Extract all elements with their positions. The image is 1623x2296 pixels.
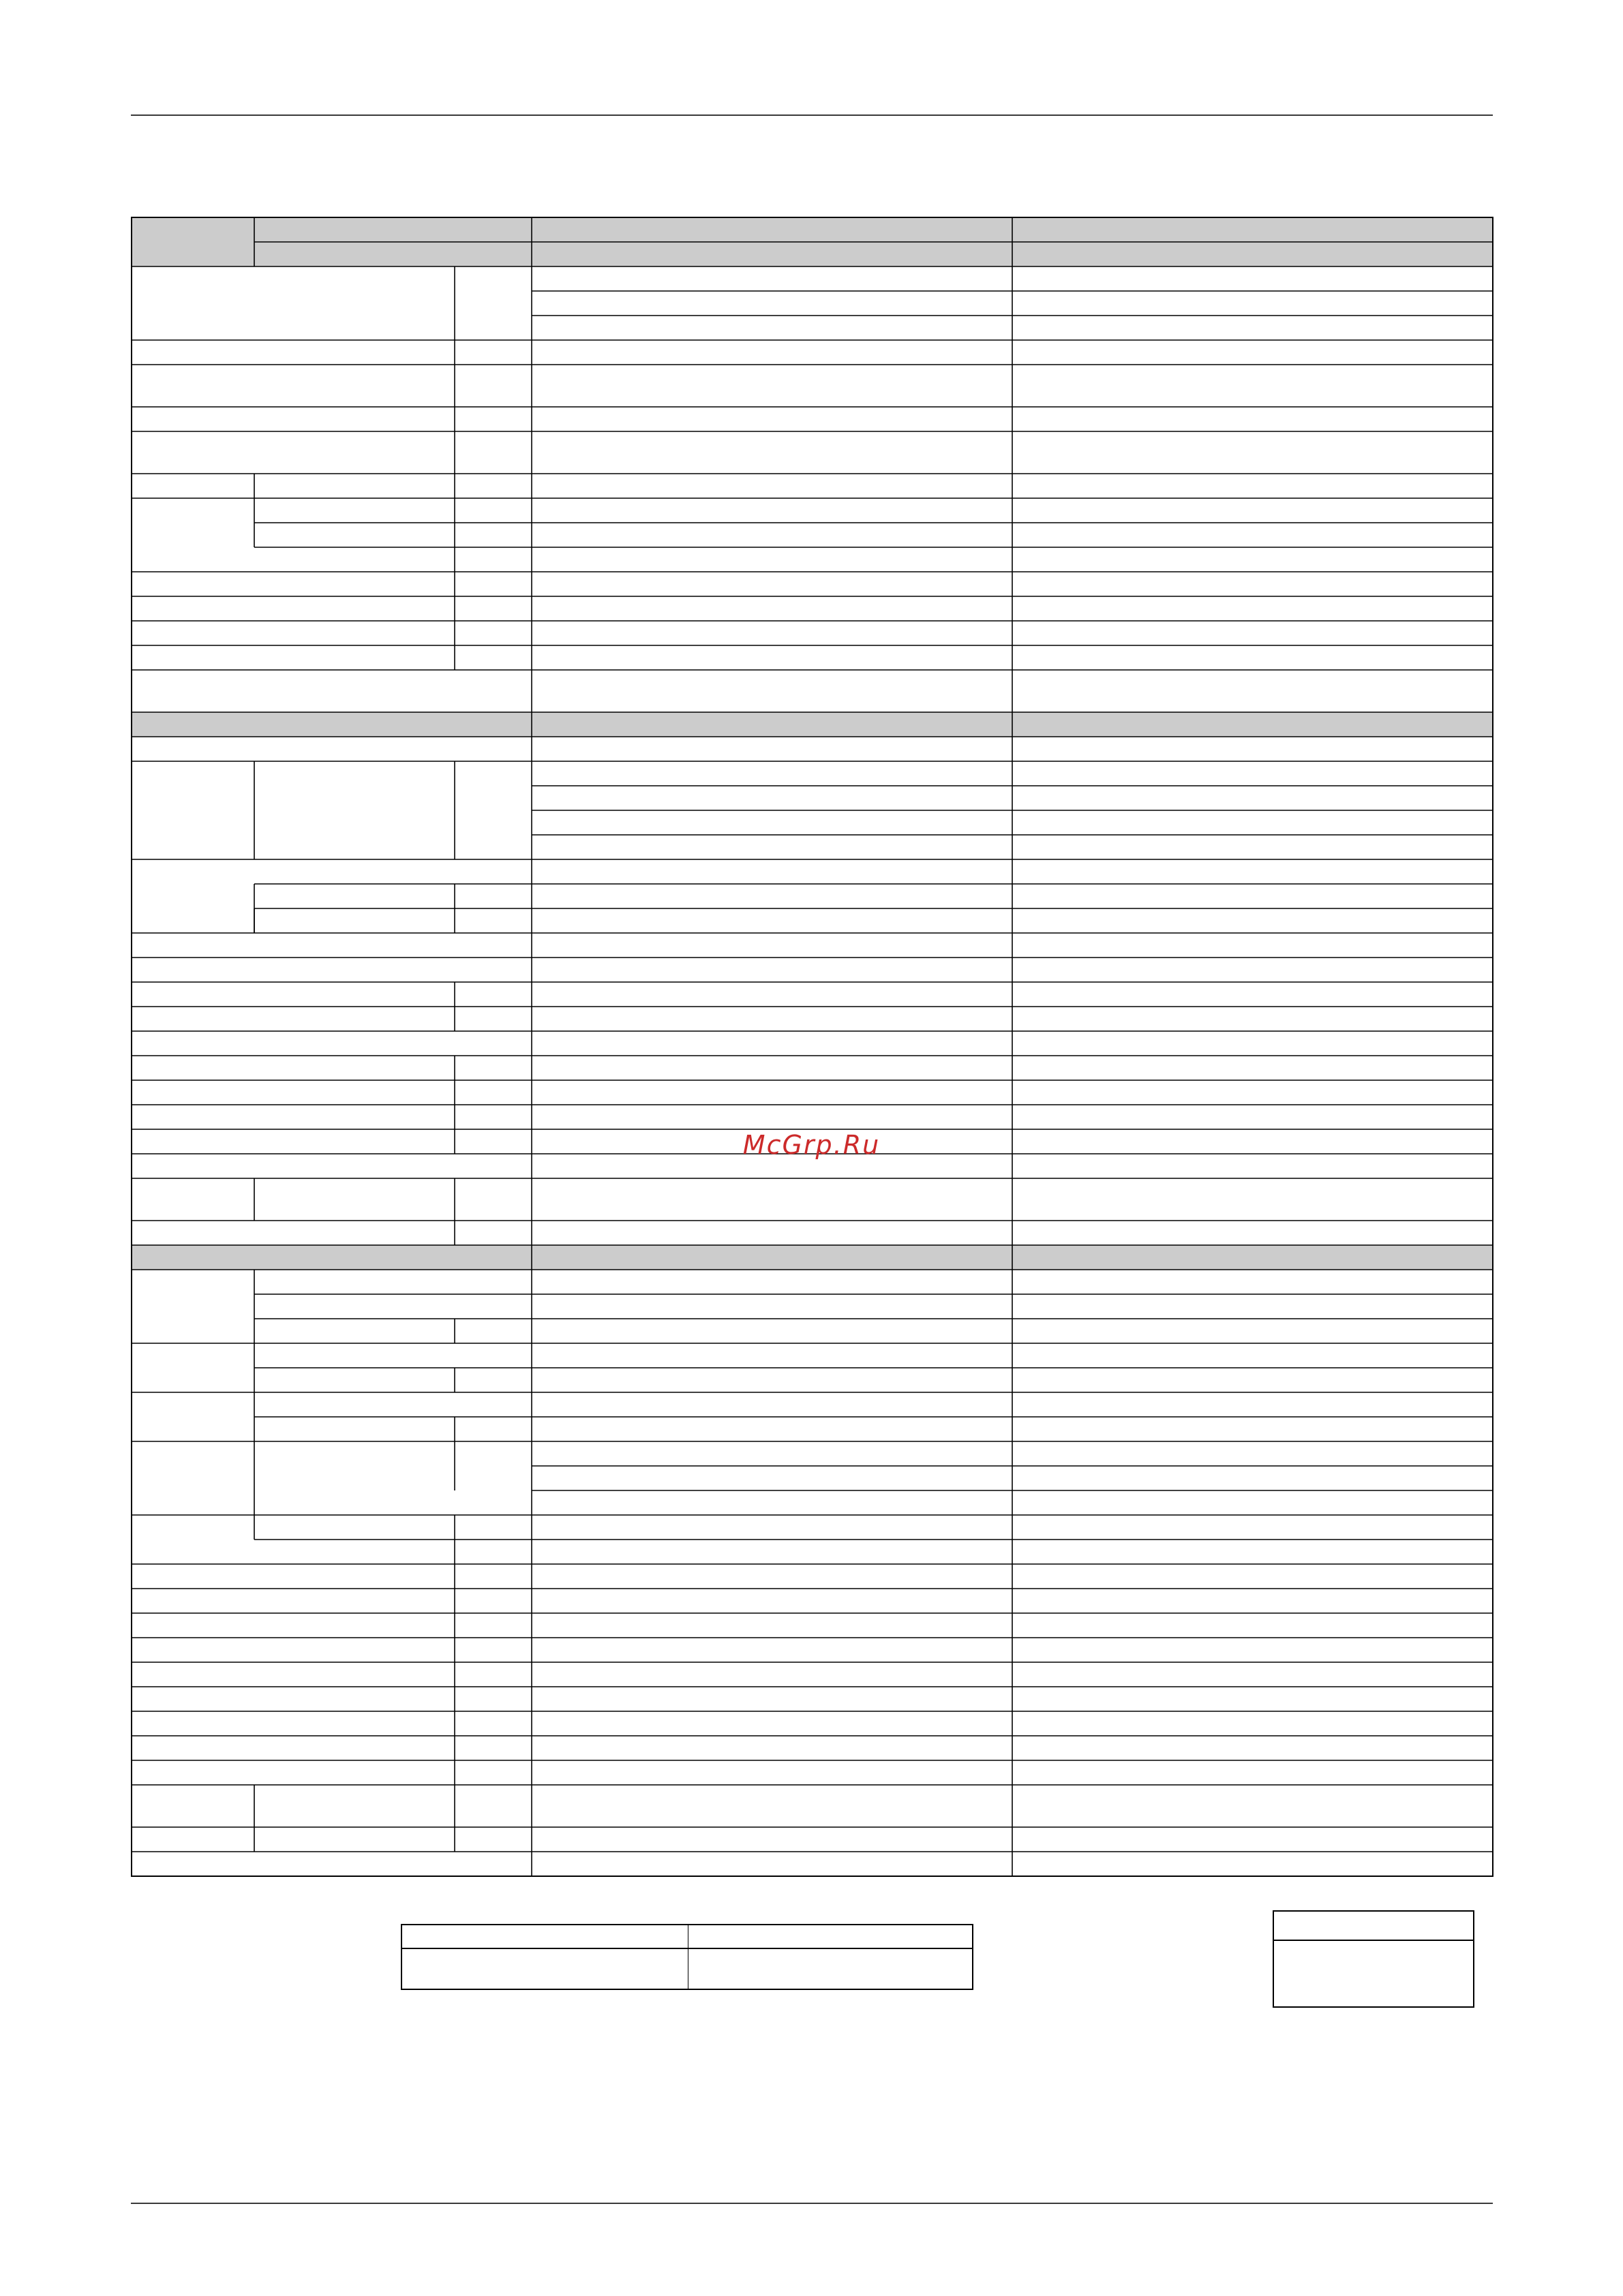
shaded-cell (131, 712, 1493, 737)
shaded-cell (254, 217, 1493, 242)
table-border (132, 217, 1493, 1876)
stamp-box (1273, 1910, 1474, 2008)
mini-table (401, 1924, 973, 1990)
stamp-box-divider (1274, 1940, 1473, 1941)
mini-table-row-divider (402, 1948, 972, 1949)
shaded-cell (131, 1245, 1493, 1270)
watermark: McGrp.Ru (742, 1130, 881, 1160)
footer-rule (131, 2203, 1493, 2204)
spec-table-grid (131, 217, 1495, 1877)
header-rule (131, 114, 1493, 116)
shaded-cell (131, 217, 254, 266)
spec-table (131, 217, 1495, 1877)
shaded-cell (254, 242, 1493, 266)
